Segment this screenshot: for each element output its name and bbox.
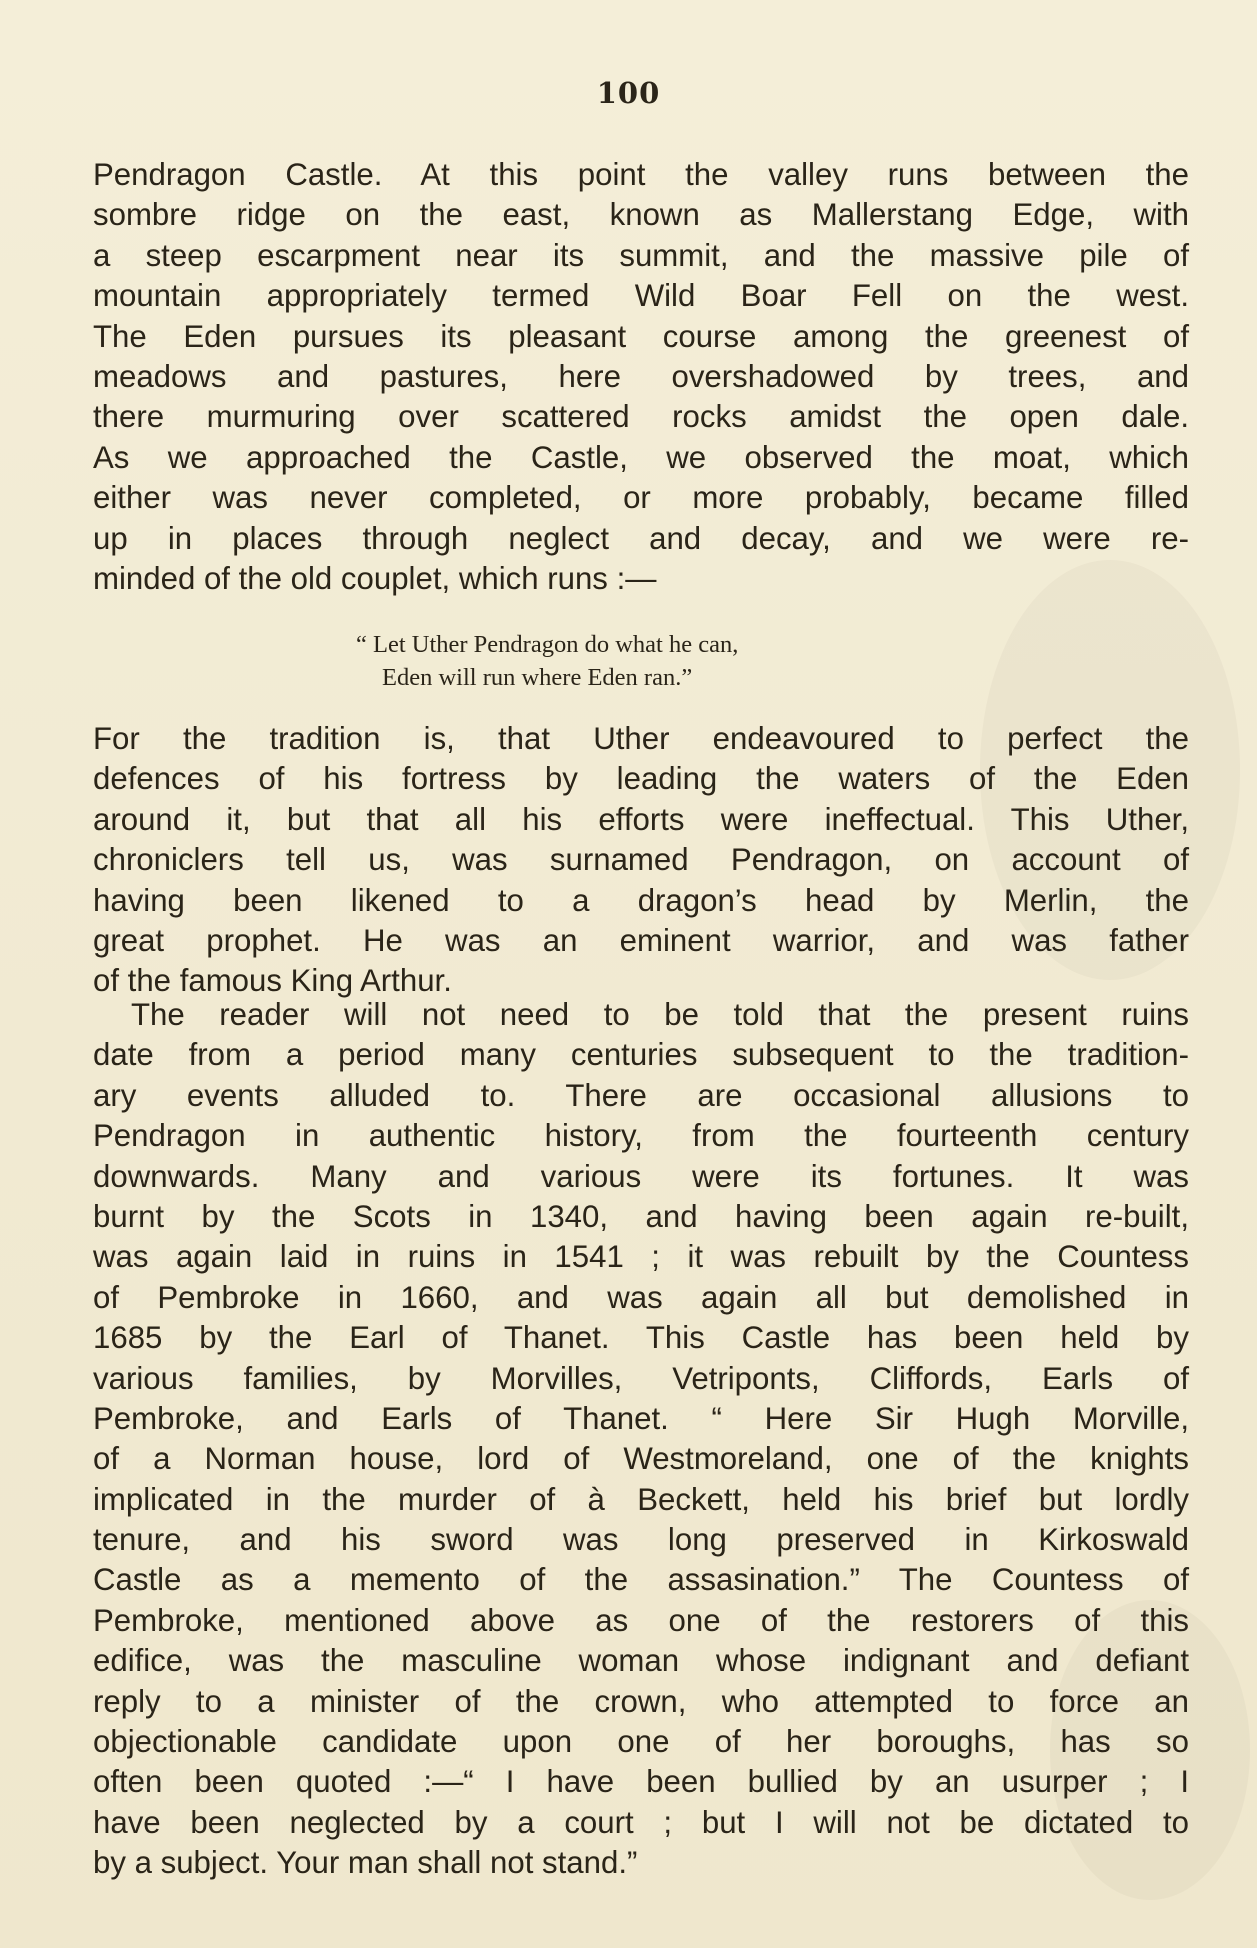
text-line: Pembroke, and Earls of Thanet. “ Here Sir Hugh Morville,: [93, 1400, 1189, 1436]
paragraph-1: [93, 155, 1189, 599]
text-line: sombre ridge on the east, known as Mallerstang Edge, with: [93, 197, 1189, 233]
text-line: Pendragon in authentic history, from the fourteenth century: [93, 1118, 1189, 1154]
text-line: have been neglected by a court ; but I will not be dictated to: [93, 1804, 1189, 1840]
verse-line: “ Let Uther Pendragon do what he can,: [356, 631, 739, 658]
text-line: implicated in the murder of à Beckett, held his brief but lordly: [93, 1481, 1189, 1517]
verse-couplet: [0, 628, 1257, 694]
text-line: objectionable candidate upon one of her boroughs, has so: [93, 1724, 1189, 1760]
text-line: a steep escarpment near its summit, and the massive pile of: [93, 237, 1189, 273]
text-line: tenure, and his sword was long preserved in Kirkoswald: [93, 1522, 1189, 1558]
text-line: reply to a minister of the crown, who attempted to force an: [93, 1683, 1189, 1719]
text-line: edifice, was the masculine woman whose indignant and defiant: [93, 1643, 1189, 1679]
text-line: For the tradition is, that Uther endeavoured to perfect the: [93, 721, 1189, 756]
text-line: The Eden pursues its pleasant course among the greenest of: [93, 318, 1189, 354]
text-line: date from a period many centuries subsequent to the tradition-: [93, 1037, 1189, 1073]
text-line: minded of the old couplet, which runs :—: [93, 560, 657, 596]
text-line: Pembroke, mentioned above as one of the restorers of this: [93, 1602, 1189, 1638]
text-line: of the famous King Arthur.: [93, 963, 452, 999]
paragraph-3: [93, 995, 1189, 1884]
text-line: The reader will not need to be told that the present ruins: [131, 997, 1189, 1032]
text-line: up in places through neglect and decay, and we were re-: [93, 520, 1189, 556]
text-line: of a Norman house, lord of Westmoreland, one of the knights: [93, 1441, 1189, 1477]
verse-line: Eden will run where Eden ran.”: [382, 664, 693, 691]
text-line: mountain appropriately termed Wild Boar Fell on the west.: [93, 278, 1189, 314]
text-line: As we approached the Castle, we observed the moat, which: [93, 439, 1189, 475]
text-line: great prophet. He was an eminent warrior, and was father: [93, 922, 1189, 958]
text-line: 1685 by the Earl of Thanet. This Castle has been held by: [93, 1320, 1189, 1356]
text-line: having been likened to a dragon’s head by Merlin, the: [93, 882, 1189, 918]
paragraph-2: [93, 719, 1189, 1002]
text-line: by a subject. Your man shall not stand.”: [93, 1845, 638, 1881]
text-line: downwards. Many and various were its fortunes. It was: [93, 1158, 1189, 1194]
text-line: chroniclers tell us, was surnamed Pendragon, on account of: [93, 842, 1189, 878]
text-line: meadows and pastures, here overshadowed by trees, and: [93, 358, 1189, 394]
text-line: either was never completed, or more probably, became filled: [93, 480, 1189, 516]
text-line: defences of his fortress by leading the waters of the Eden: [93, 761, 1189, 797]
text-line: Castle as a memento of the assasination.” The Countess of: [93, 1562, 1189, 1598]
text-line: Pendragon Castle. At this point the valley runs between the: [93, 157, 1189, 192]
text-line: around it, but that all his efforts were ineffectual. This Uther,: [93, 801, 1189, 837]
text-line: there murmuring over scattered rocks amidst the open dale.: [93, 399, 1189, 435]
text-line: ary events alluded to. There are occasional allusions to: [93, 1077, 1189, 1113]
text-line: of Pembroke in 1660, and was again all but demolished in: [93, 1279, 1189, 1315]
text-line: was again laid in ruins in 1541 ; it was rebuilt by the Countess: [93, 1239, 1189, 1275]
text-line: often been quoted :—“ I have been bullied by an usurper ; I: [93, 1764, 1189, 1800]
text-line: various families, by Morvilles, Vetriponts, Cliffords, Earls of: [93, 1360, 1189, 1396]
text-line: burnt by the Scots in 1340, and having been again re-built,: [93, 1198, 1189, 1234]
page-number: 100: [596, 76, 661, 110]
